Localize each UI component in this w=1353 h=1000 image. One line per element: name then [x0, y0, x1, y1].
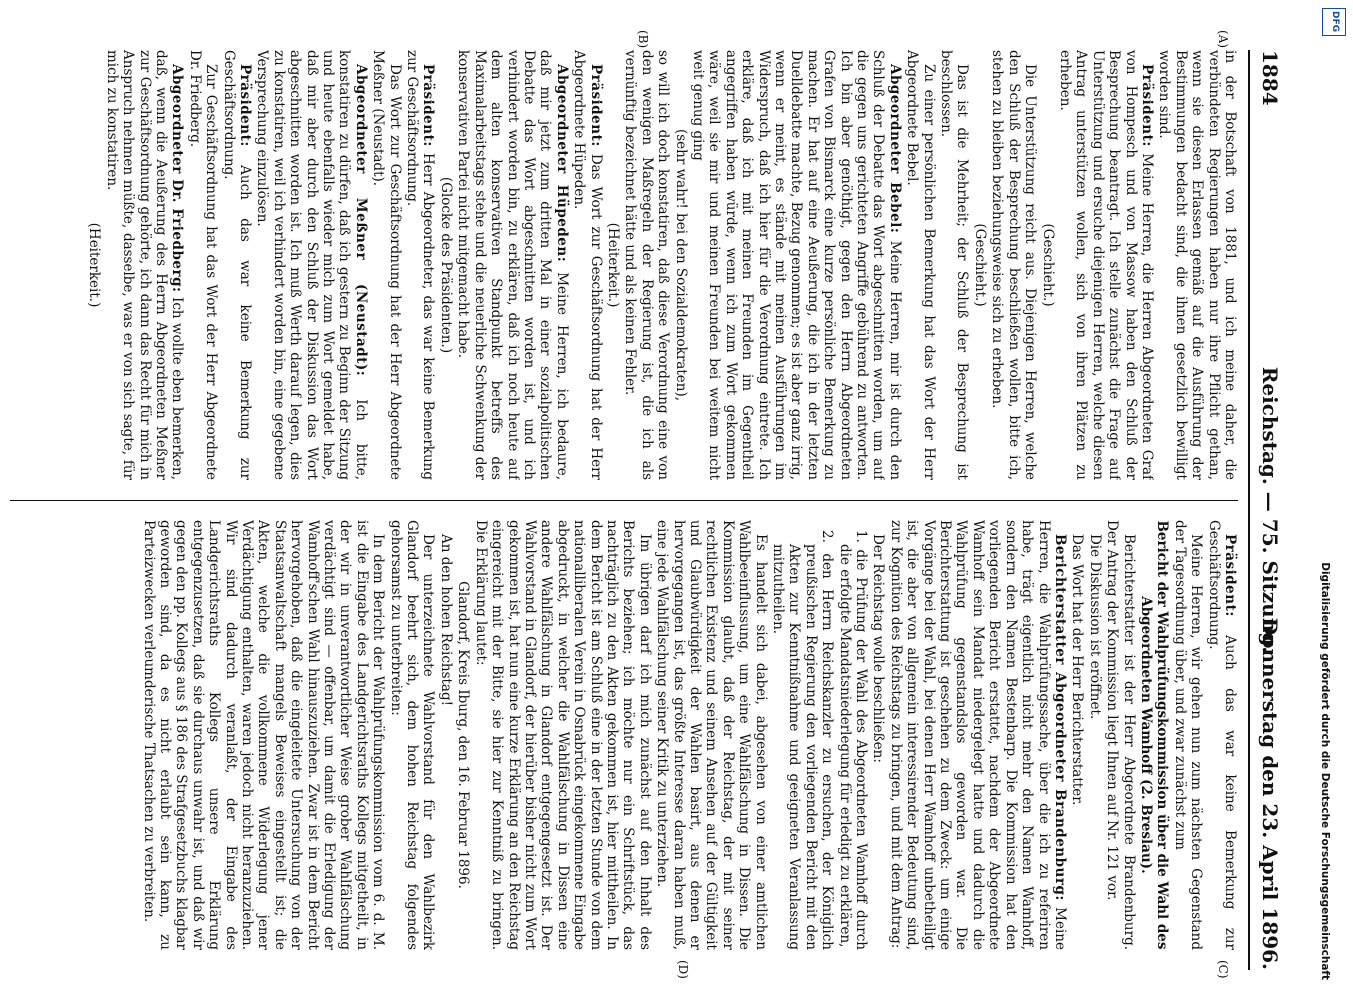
paragraph: Die Unterstützung reicht aus. Diejenigen Herren, welche den Schluß der Besprechung beschließen wollen, bitte ich, stehen zu bleiben beziehungsweise sich zu erheben.	[989, 50, 1039, 480]
speaker-name: Berichterstatter Abgeordneter Brandenburg:	[1051, 534, 1068, 901]
paragraph	[571, 50, 604, 480]
stage-direction: (Heiterkeit.)	[604, 222, 621, 308]
paragraph	[404, 50, 437, 480]
paragraph: Das Wort zur Geschäftsordnung hat der Herr Abgeordnete Meßner (Neustadt).	[370, 50, 403, 480]
paragraph: so will ich doch konstatiren, daß diese Verordnung eine von den wenigen Maßregeln der Regierung ist, die ich als vernünftig bezeichnet hätte und als keinen Fehler.	[622, 50, 672, 480]
speech-text: Meine Herren, mir ist durch den Schluß der Debatte das Wort abgeschnitten worden, um auf die gegen uns gerichteten Angriffe gebührend zu antworten. Ich bin aber genöthigt, gegen den Herrn Abgeordneten Grafen von Bismarck eine kurze persönliche Bemerkung zu machen. Er hat auf eine Aeußerung, die ich in der letzten Duelldebatte machte, Bezug genommen; es ist aber ganz irrig, wenn er meint, es stände mit meinen Ausführungen im Widerspruch, daß ich hier für die Verordnung eintrete. Ich erkläre, daß ich mit meinen Freunden im Gegentheil angegriffen haben würde, wenn ich zum Wort gekommen wäre, weil sie mir und meinen Freunden bei weitem nicht weit genug ging	[690, 50, 903, 480]
paragraph	[1057, 50, 1155, 480]
margin-letter-d: (D)	[676, 960, 690, 979]
stage-direction: (Heiterkeit.)	[86, 222, 103, 308]
session-date: Donnerstag den 23. April 1896.	[1258, 617, 1282, 970]
paragraph	[103, 50, 185, 480]
paragraph: Es handelt sich dabei, abgesehen von einer amtlichen Wahlbeeinflussung, um eine Wahlfälschung in Dissen. Die Kommission glaubt, daß der Reichstag, der mit seiner rechtlichen Existenz und seinem Ansehen auf der Gültigkeit und Glaubwürdigkeit der Wahlen basirt, aus denen er hervorgegangen ist, das größte Interesse daran haben muß, eine jede Wahlfälschung seiner Kritik zu unterziehen.	[654, 520, 769, 950]
stage-direction: (Glocke des Präsidenten.)	[437, 176, 454, 354]
motion-item: 2. den Herrn Reichskanzler zu ersuchen, der Königlich preußischen Regierung den vorliegenden Bericht mit den Akten zur Kenntnißnahme und geeigneten Veranlassung mitzutheilen.	[770, 530, 836, 950]
speech-text: Ich wollte eben bemerken, daß, wenn die Aeußerung des Herrn Abgeordneten Meßner zur Geschäftsordnung gehörte, ich dann das Recht für mich in Anspruch nehmen müßte, dasselbe, was er von sich sagte, für mich zu konstatiren.	[103, 50, 186, 480]
stage-direction: (Geschieht.)	[1039, 223, 1056, 307]
paragraph	[1205, 520, 1238, 950]
speech-text: Meine Herren, ich bedaure, daß mir jetzt zum dritten Mal in einer sozialpolitischen Debatte das Wort abgeschnitten worden ist, und ich verhindert worden bin, zu erklären, daß ich noch heute auf dem alten konservativen Standpunkt betreffs des Maximalarbeitstags stehe und die neuerliche Schwenkung der konservativen Partei nicht mitgemacht habe.	[455, 50, 570, 480]
margin-letter-c: (C)	[1216, 960, 1230, 979]
speech-text: Meine Herren, die Herren Abgeordneten Graf von Hompesch und von Massow haben den Schluß der Besprechung beantragt. Ich stelle zunächst die Frage auf Unterstützung und ersuche diejenigen Herren, welche diesen Antrag unterstützen wollen, sich von ihren Plätzen zu erheben.	[1056, 50, 1155, 480]
speaker-name: Abgeordneter Hüpeden:	[553, 64, 570, 263]
stage-direction: (sehr wahr! bei den Sozialdemokraten),	[672, 128, 689, 402]
digitization-note-text: Digitalisierung gefördert durch die Deutsche Forschungsgemeinschaft	[1319, 562, 1331, 980]
paragraph	[887, 520, 1067, 950]
paragraph: Zur Geschäftsordnung hat das Wort der Herr Abgeordnete Dr. Friedberg.	[186, 50, 220, 480]
paragraph: Zu einer persönlichen Bemerkung hat das Wort der Herr Abgeordnete Bebel.	[904, 50, 937, 480]
column-divider	[10, 500, 1238, 501]
speaker-name: Abgeordneter Meßner (Neustadt):	[352, 64, 369, 377]
letter-salutation: An den hohen Reichstag!	[437, 534, 454, 707]
paragraph: Die Diskussion ist eröffnet.	[1086, 534, 1103, 720]
paragraph	[455, 50, 570, 480]
paragraph: in der Botschaft von 1881, und ich meine daher, die verbündeten Regierungen haben nur ihre Pflicht gethan, wenn sie diesen Erlassen gemäß auf die Ausführung der Bestimmungen bedacht sind, die ihnen gesetzlich bewilligt worden sind.	[1156, 50, 1238, 480]
paragraph	[220, 50, 253, 480]
motion-item: 1. die Prüfung der Wahl des Abgeordneten Wamhoff durch die erfolgte Mandatsniederlegung für erledigt zu erklären,	[836, 530, 870, 950]
dfg-logo: DFG	[1322, 8, 1346, 36]
paragraph	[690, 50, 903, 480]
digitization-note	[1318, 20, 1332, 980]
speech-text: Auch das war keine Bemerkung zur Geschäftsordnung.	[1205, 520, 1238, 950]
speaker-name: Präsident:	[1138, 64, 1155, 147]
margin-letter-a: (A)	[1216, 30, 1230, 49]
stage-direction: (Geschieht.)	[971, 223, 988, 307]
speaker-name: Präsident:	[237, 64, 254, 147]
speech-text: Auch das war keine Bemerkung zur Geschäftsordnung.	[220, 50, 254, 480]
speaker-name: Präsident:	[587, 64, 604, 147]
speech-text: Das Wort zur Geschäftsordnung hat der Herr Abgeordnete Hüpeden.	[571, 50, 604, 480]
speech-text: Ich bitte, konstatiren zu dürfen, daß ich gestern zu Beginn der Sitzung und heute ebenfalls wieder mich zum Wort gemeldet habe, daß mir aber durch den Schluß der Diskussion das Wort abgeschnitten worden ist. Ich muß Werth darauf legen, dies zu konstatiren, weil ich verhindert worden bin, eine gegebene Versprechung einzulösen.	[254, 50, 369, 480]
paragraph: Das Wort hat der Herr Berichterstatter.	[1069, 534, 1086, 806]
agenda-item-title: Bericht der Wahlprüfungskommission über die Wahl des Abgeordneten Wamhoff (2. Breslau).	[1137, 520, 1171, 950]
paragraph: Meine Herren, wir gehen nun zum nächsten Gegenstand der Tagesordnung über, und zwar zunächst zum	[1171, 520, 1205, 950]
document-page	[0, 30, 1290, 980]
paragraph: Berichterstatter ist der Herr Abgeordnete Brandenburg. Der Antrag der Kommission liegt Ihnen auf Nr. 121 vor.	[1104, 520, 1137, 950]
page-number: 1884	[1258, 50, 1282, 106]
paragraph: In dem Bericht der Wahlprüfungskommission vom 6. d. M. ist die Eingabe des Landgerichtsraths Kollegs mitgetheilt, in der wir in unverantwortlicher Weise grober Wahlfälschung verdächtigt sind — offenbar, um damit die Erledigung der Wamhoff'schen Wahl hinauszuziehen. Zwar ist in dem Bericht hervorgehoben, daß die eingeleitete Untersuchung von der Staatsanwaltschaft mangels Beweises eingestellt ist; die Akten, welche die vollkommene Widerlegung jener Verdächtigung enthalten, waren jedoch nicht heranzuziehen. Wir sind dadurch veranlaßt, der Eingabe des Landgerichtsraths Kollegs unsere Erklärung entgegenzusetzen, daß sie durchaus unwahr ist, und daß wir gegen den pp. Kollegs aus § 186 des Strafgesetzbuchs klagbar geworden sind, da es nicht erlaubt sein kann, zu Parteizwecken verleumderische Thatsachen zu verbreiten.	[140, 520, 387, 950]
paragraph: Der unterzeichnete Wahlvorstand für den Wahlbezirk Glandorf beehrt sich, dem hohen Reichstag folgendes gehorsamst zu unterbreiten:	[387, 520, 437, 950]
margin-letter-b: (B)	[636, 30, 650, 49]
speech-text: Herr Abgeordneter, das war keine Bemerkung zur Geschäftsordnung.	[404, 50, 437, 480]
right-column	[10, 520, 1238, 950]
speech-text: Meine Herren, die Wahlprüfungssache, über die ich zu referiren habe, trägt eigentlich nicht mehr den Namen Wamhoff, sondern den Namen Bestenbarp. Die Kommission hat den vorliegenden Bericht erstattet, nachdem der Abgeordnete Wamhoff sein Mandat niedergelegt hatte und dadurch die Wahlprüfung gegenstandslos geworden war. Die Berichterstattung ist geschehen zu dem Zweck: um einige Vorgänge bei der Wahl, bei denen Herr Wamhoff unbetheiligt ist, die aber von allgemein interessirender Bedeutung sind, zur Kognition des Reichstags zu bringen, und mit dem Antrag:	[887, 520, 1068, 950]
left-column	[10, 50, 1238, 480]
session-title: Reichstag. — 75. Sitzung.	[1258, 366, 1282, 654]
running-head	[1248, 50, 1290, 970]
speaker-name: Präsident:	[420, 64, 437, 147]
paragraph: Das ist die Mehrheit; der Schluß der Besprechung ist beschlossen.	[938, 50, 971, 480]
speaker-name: Präsident:	[1222, 534, 1238, 617]
speaker-name: Abgeordneter Dr. Friedberg:	[169, 64, 186, 293]
letter-dateline: Glandorf, Kreis Iburg, den 16. Februar 1896.	[455, 581, 472, 889]
paragraph: Im übrigen darf ich mich zunächst auf den Inhalt des Berichts beziehen; ich möchte nur ein Schriftstück, das nachträglich zu den Akten gekommen ist, hier mittheilen. In dem Bericht ist am Schluß eine in der letzten Stunde von dem nationalliberalen Verein in Osnabrück eingekommene Eingabe abgedruckt, in welcher die Wahlfälschung in Dissen eine andere Wahlfälschung in Glandorf entgegengesetzt ist. Der Wahlvorstand in Glandorf, der hierüber bisher nicht zum Wort gekommen ist, hat nun eine kurze Erklärung an den Reichstag eingereicht mit der Bitte, sie hier zur Kenntniß zu bringen. Die Erklärung lautet:	[472, 520, 653, 950]
speaker-name: Abgeordneter Bebel:	[886, 64, 903, 234]
paragraph: Der Reichstag wolle beschließen:	[870, 534, 887, 763]
paragraph	[254, 50, 369, 480]
